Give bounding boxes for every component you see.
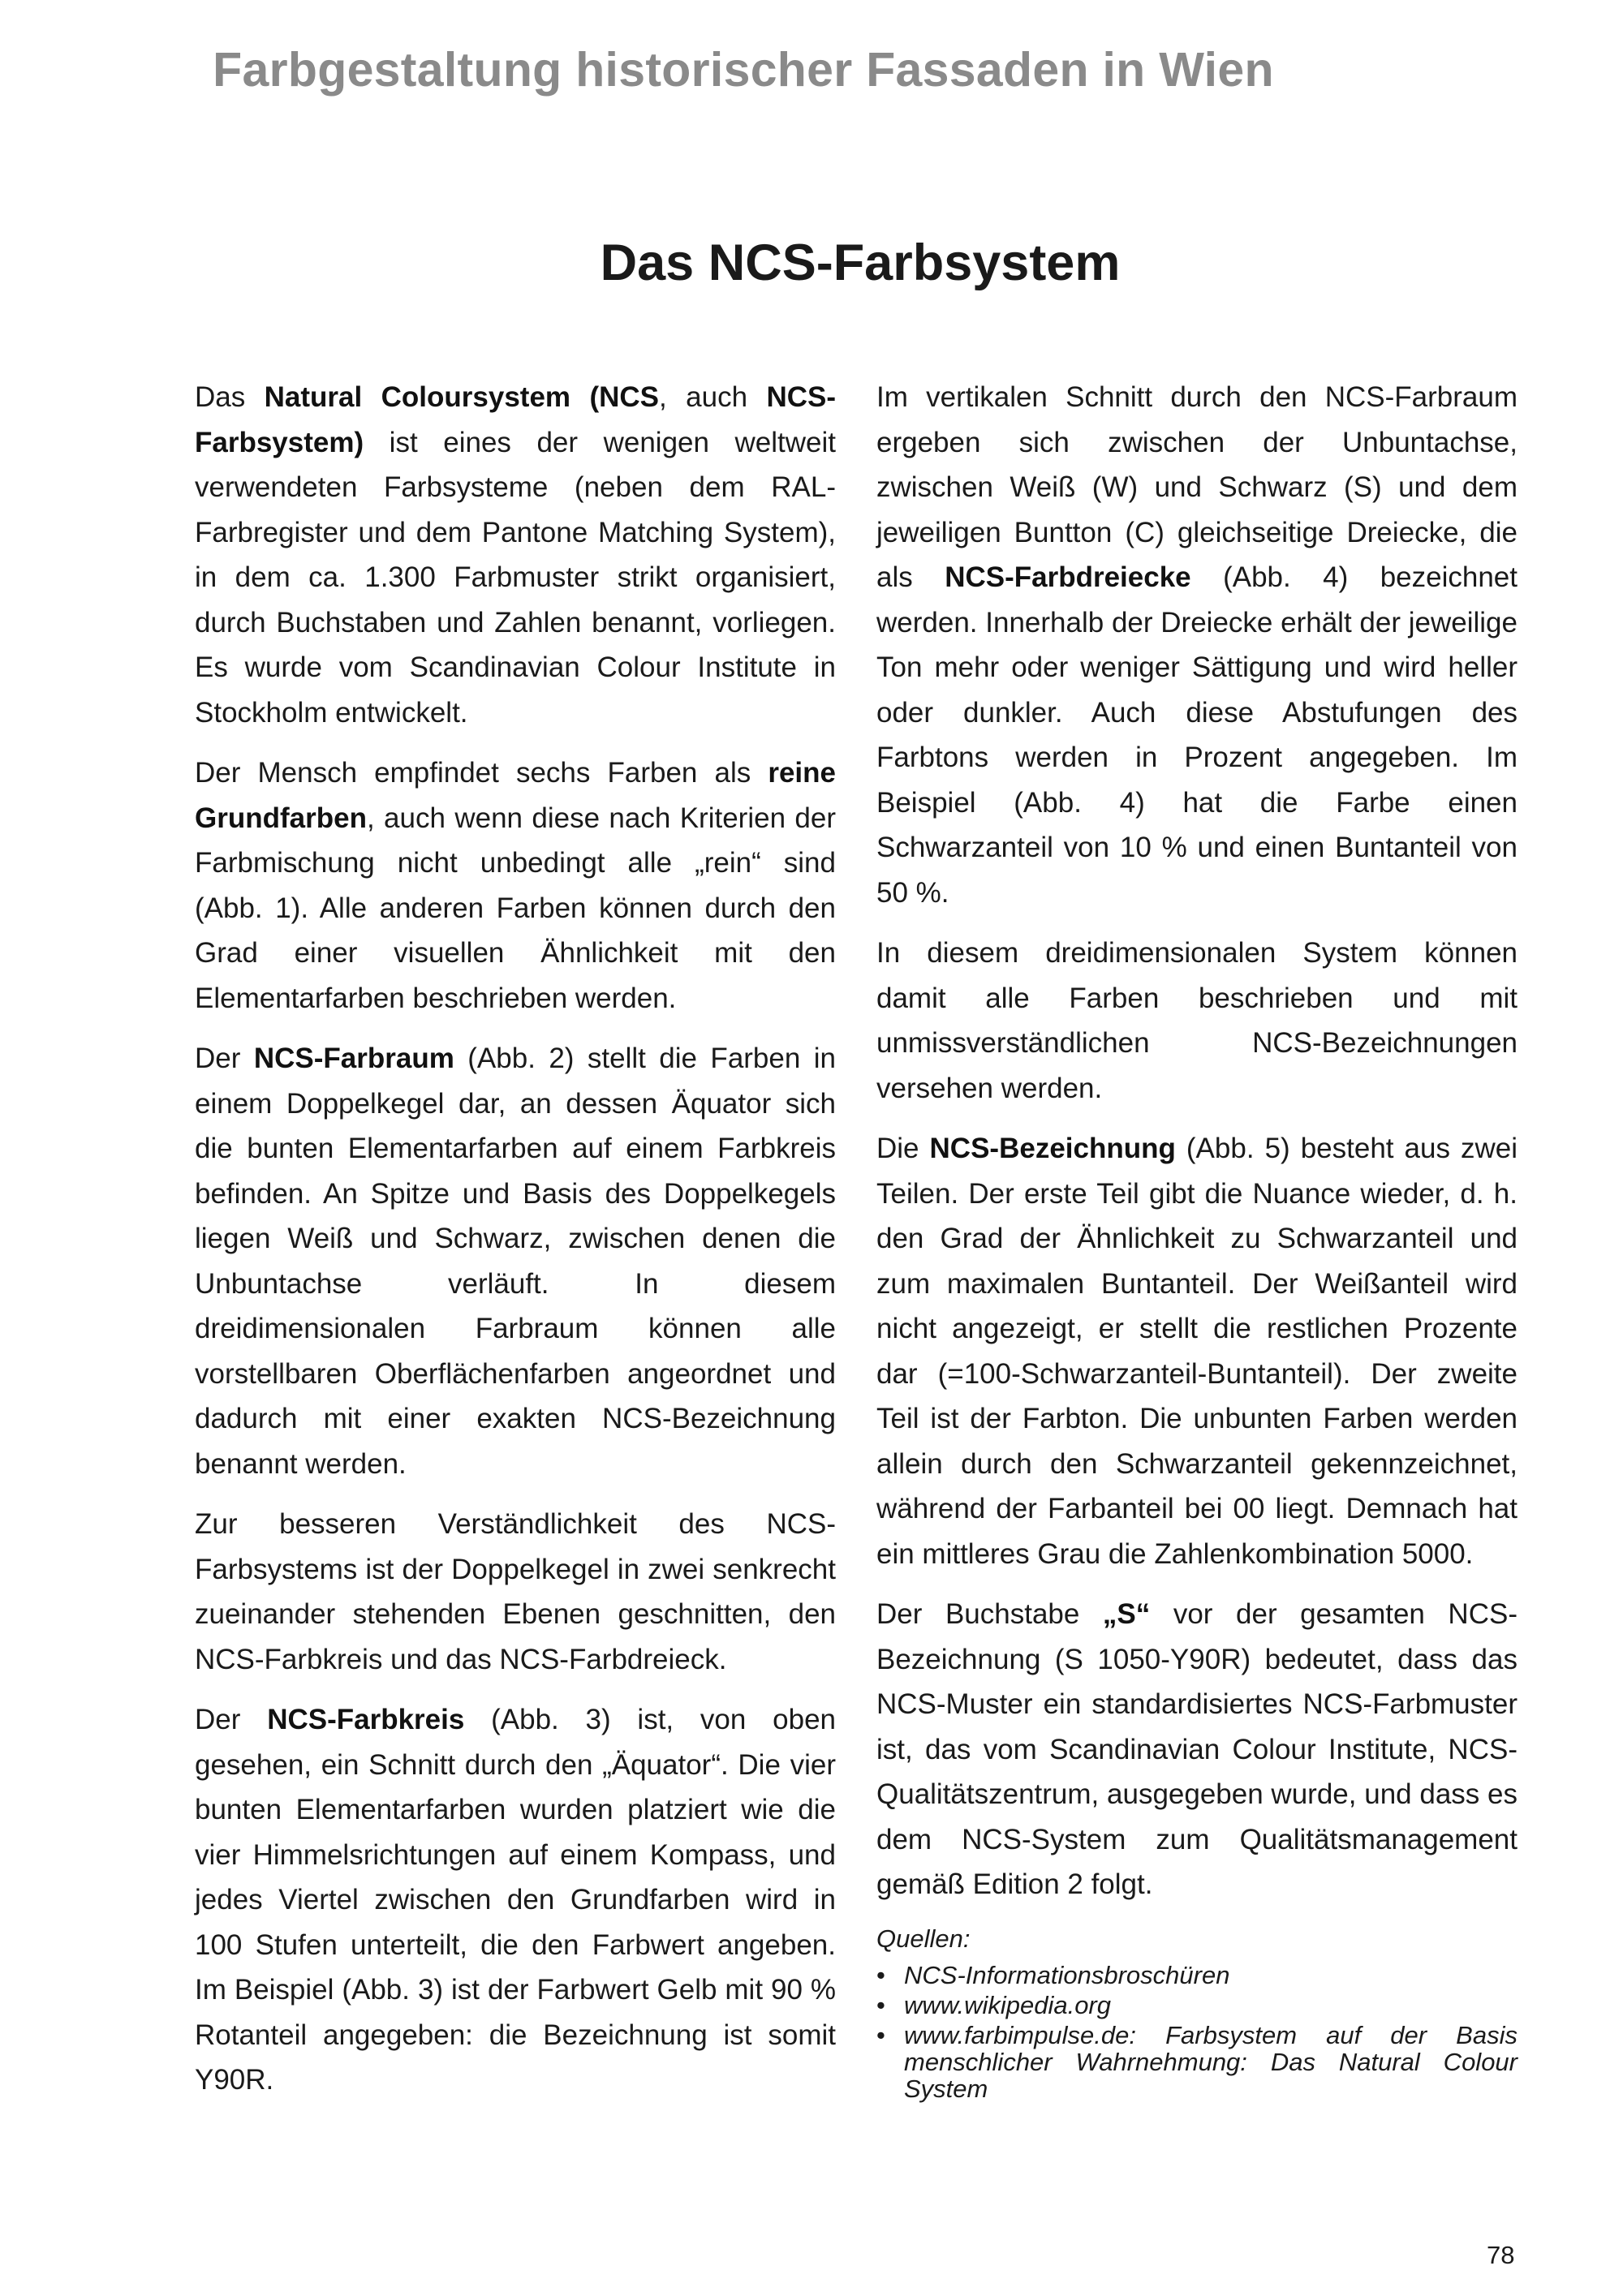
page-number: 78 xyxy=(1487,2241,1515,2269)
term-ncs-farbdreiecke: NCS-Farbdreiecke xyxy=(945,561,1191,593)
paragraph-dreidimensional: In diesem dreidimensionalen System können damit alle Farben beschrieben und mit unmissverständlichen NCS-Bezeichnungen versehen werden. xyxy=(876,937,1518,1104)
page-title: Das NCS-Farbsystem xyxy=(600,234,1121,291)
term-ncs-farbkreis: NCS-Farbkreis xyxy=(267,1704,465,1735)
paragraph-ncs-intro: Das Natural Coloursystem (NCS, auch NCS-Farbsystem) ist eines der wenigen weltweit verwendeten Farbsysteme (neben dem RAL-Farbregister und dem Pantone Matching System), in dem ca. 1.300 Farbmuster strikt organisiert, durch Buchstaben und Zahlen benannt, vorliegen. Es wurde vom Scandinavian Colour Institute in Stockholm entwickelt. xyxy=(195,381,837,729)
paragraph-buchstabe-s: Der Buchstabe „S“ vor der gesamten NCS-Bezeichnung (S 1050-Y90R) bedeutet, dass das NCS-Muster ein standardisiertes NCS-Farbmuster ist, das vom Scandinavian Colour Institute, NCS-Qualitätszentrum, ausgegeben wurde, und dass es dem NCS-System zum Qualitätsmanagement gemäß Edition 2 folgt. xyxy=(876,1598,1518,1900)
paragraph-farbkreis: Der NCS-Farbkreis (Abb. 3) ist, von oben gesehen, ein Schnitt durch den „Äquator“. Die vier bunten Elementarfarben wurden platziert wie die vier Himmelsrichtungen auf einem Kompass, und jedes Viertel zwischen den Grundfarben wird in 100 Stufen unterteilt, die den Farbwert angeben. Im Beispiel (Abb. 3) ist der Farbwert Gelb mit 90 % Rotanteil angegeben: die Bezeichnung ist somit Y90R. xyxy=(195,1704,837,2096)
term-ncs-farbraum: NCS-Farbraum xyxy=(253,1043,454,1074)
left-text-column xyxy=(195,375,836,2118)
source-item: • NCS-Informationsbroschüren xyxy=(876,1960,1230,1989)
right-text-column xyxy=(876,375,1518,2105)
source-item: • www.farbimpulse.de: Farbsystem auf der Basis menschlicher Wahrnehmung: Das Natural Colour System xyxy=(876,2020,1518,2103)
term-natural-coloursystem: Natural Coloursystem (NCS xyxy=(264,381,660,413)
paragraph-farbdreiecke: Im vertikalen Schnitt durch den NCS-Farbraum ergeben sich zwischen der Unbuntachse, zwischen Weiß (W) und Schwarz (S) und dem jeweiligen Buntton (C) gleichseitige Dreiecke, die als NCS-Farbdreiecke (Abb. 4) bezeichnet werden. Innerhalb der Dreiecke erhält der jeweilige Ton mehr oder weniger Sättigung und wird heller oder dunkler. Auch diese Abstufungen des Farbtons werden in Prozent angegeben. Im Beispiel (Abb. 4) hat die Farbe einen Schwarzanteil von 10 % und einen Buntanteil von 50 %. xyxy=(876,381,1518,909)
bullet-icon: • xyxy=(876,1990,885,2019)
bullet-icon: • xyxy=(876,1960,885,1989)
paragraph-grundfarben: Der Mensch empfindet sechs Farben als reine Grundfarben, auch wenn diese nach Kriterien der Farbmischung nicht unbedingt alle „rein“ sind (Abb. 1). Alle anderen Farben können durch den Grad einer visuellen Ähnlichkeit mit den Elementarfarben beschrieben werden. xyxy=(195,757,836,1014)
paragraph-farbraum: Der NCS-Farbraum (Abb. 2) stellt die Farben in einem Doppelkegel dar, an dessen Äquator sich die bunten Elementarfarben auf einem Farbkreis befinden. An Spitze und Basis des Doppelkegels liegen Weiß und Schwarz, zwischen denen die Unbuntachse verläuft. In diesem dreidimensionalen Farbraum können alle vorstellbaren Oberflächenfarben angeordnet und dadurch mit einer exakten NCS-Bezeichnung benannt werden. xyxy=(195,1043,837,1480)
sources-list xyxy=(876,1962,1518,2102)
running-header-title: Farbgestaltung historischer Fassaden in Wien xyxy=(213,43,1274,97)
sources-label: Quellen: xyxy=(876,1924,971,1953)
term-reine-grundfarben: reine Grundfarben xyxy=(195,757,836,834)
term-ncs-farbsystem: NCS-Farbsystem) xyxy=(195,381,837,458)
bullet-icon: • xyxy=(876,2020,885,2049)
paragraph-bezeichnung: Die NCS-Bezeichnung (Abb. 5) besteht aus zwei Teilen. Der erste Teil gibt die Nuance wieder, d. h. den Grad der Ähnlichkeit zu Schwarzanteil und zum maximalen Buntanteil. Der Weißanteil wird nicht angezeigt, er stellt die restlichen Prozente dar (=100-Schwarzanteil-Buntanteil). Der zweite Teil ist der Farbton. Die unbunten Farben werden allein durch den Schwarzanteil gekennzeichnet, während der Farbanteil bei 00 liegt. Demnach hat ein mittleres Grau die Zahlenkombination 5000. xyxy=(876,1133,1518,1570)
term-ncs-bezeichnung: NCS-Bezeichnung xyxy=(929,1133,1176,1164)
paragraph-verstaendlichkeit: Zur besseren Verständlichkeit des NCS-Farbsystems ist der Doppelkegel in zwei senkrecht zueinander stehenden Ebenen geschnitten, den NCS-Farbkreis und das NCS-Farbdreieck. xyxy=(195,1508,836,1675)
term-buchstabe-s: „S“ xyxy=(1102,1598,1151,1630)
source-item: • www.wikipedia.org xyxy=(876,1990,1111,2019)
